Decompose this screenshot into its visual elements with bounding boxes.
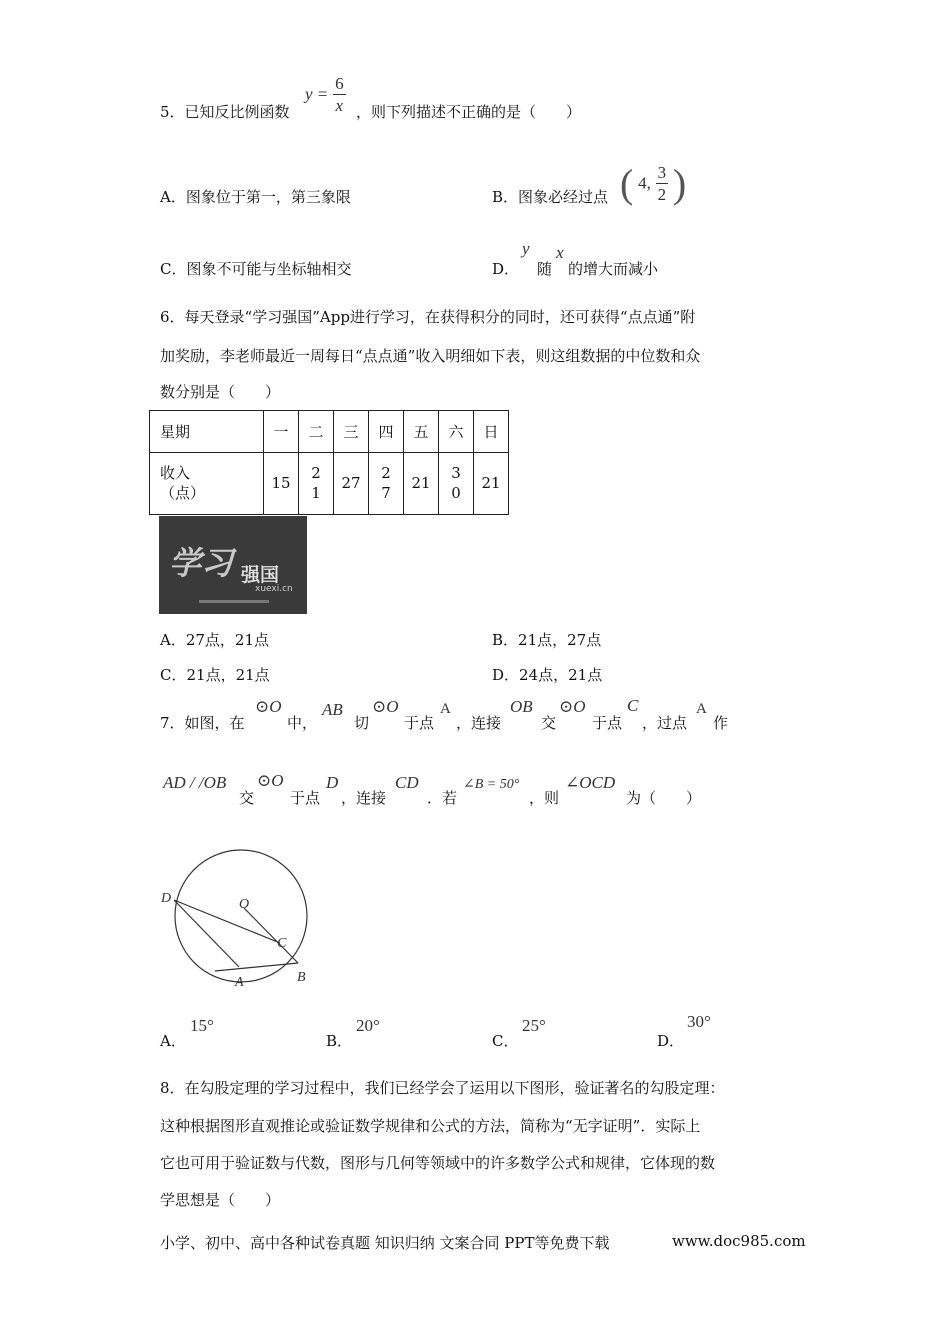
q6-option-a: A．27点，21点 — [160, 631, 270, 649]
q5-option-d-mid: 随 — [537, 260, 553, 278]
table-row — [150, 411, 509, 453]
q7-point-a: A — [696, 701, 707, 717]
q7-circle-o: ⊙O — [255, 697, 282, 716]
q7-geometry-figure — [155, 840, 325, 990]
table-header-income: 收入 （点） — [150, 453, 264, 515]
q7-line1-h: ，过点 — [642, 714, 688, 732]
logo-script-text: 学习 — [169, 544, 234, 582]
q5-point — [620, 160, 686, 207]
q5-option-a: A．图象位于第一，第三象限 — [160, 188, 351, 206]
segment-ob — [244, 908, 298, 963]
q5-option-b: B．图象必经过点 — [492, 188, 609, 206]
q8-line1: 8．在勾股定理的学习过程中，我们已经学会了运用以下图形，验证著名的勾股定理： — [160, 1079, 725, 1097]
q7-line1-b: 中， — [287, 714, 318, 732]
q5-option-d-x: x — [556, 243, 564, 262]
footer-text: 小学、初中、高中各种试卷真题 知识归纳 文案合同 PPT等免费下载 — [160, 1234, 610, 1252]
q7-option-c-letter: C． — [492, 1032, 519, 1050]
circle-o — [175, 850, 307, 982]
q7-angle-ocd: ∠OCD — [565, 773, 616, 792]
table-cell-value: 3 0 — [439, 453, 474, 515]
tangent-ab — [215, 963, 298, 971]
q7-ad-parallel-ob: AD / /OB — [163, 773, 227, 792]
q7-cd: CD — [395, 773, 419, 792]
segment-da — [174, 900, 239, 967]
table-cell-value: 21 — [474, 453, 509, 515]
q7-option-d-letter: D． — [657, 1032, 685, 1050]
q5-option-c: C．图象不可能与坐标轴相交 — [160, 260, 352, 278]
table-cell-day: 日 — [474, 411, 509, 453]
q7-angle-b: ∠B = 50° — [463, 777, 520, 792]
q7-option-b-letter: B． — [326, 1032, 353, 1050]
q6-option-d: D．24点，21点 — [492, 666, 603, 684]
q7-option-b-value: 20° — [356, 1016, 380, 1035]
label-a: A — [235, 975, 244, 990]
q7-circle-o: ⊙O — [257, 771, 284, 790]
q7-line2-d: ．若 — [427, 789, 458, 807]
q5-option-d-y: y — [522, 239, 530, 258]
q6-line3: 数分别是（ ） — [160, 383, 281, 401]
table-cell-day: 五 — [404, 411, 439, 453]
q7-ob: OB — [510, 697, 533, 716]
q7-line1-i: 作 — [713, 714, 729, 732]
q7-line2-e: ，则 — [529, 789, 560, 807]
q7-option-a-value: 15° — [190, 1016, 214, 1035]
q5-func-y: y = — [305, 84, 329, 104]
q5-option-d-suffix: 的增大而减小 — [568, 260, 659, 278]
q8-line4: 学思想是（ ） — [160, 1191, 281, 1209]
label-c: C — [277, 936, 287, 951]
table-cell-day: 三 — [334, 411, 369, 453]
q7-line1-c: 切 — [354, 714, 370, 732]
q7-line1-d: 于点 — [404, 714, 435, 732]
q7-line2-b: 于点 — [290, 789, 321, 807]
q7-option-d-value: 30° — [687, 1012, 711, 1031]
table-row — [150, 453, 509, 515]
q7-option-a-letter: A． — [160, 1032, 186, 1050]
q7-point-a: A — [440, 701, 451, 717]
xuexi-qiangguo-logo — [159, 516, 307, 614]
q6-option-c: C．21点，21点 — [160, 666, 270, 684]
table-cell-value: 2 1 — [299, 453, 334, 515]
q7-ab: AB — [322, 700, 343, 719]
q5-stem-b: ，则下列描述不正确的是（ ） — [356, 103, 582, 121]
table-cell-day: 六 — [439, 411, 474, 453]
table-header-weekday: 星期 — [150, 411, 264, 453]
right-paren: ) — [672, 161, 687, 206]
q5-point-fraction: $\frac{3}{2}$ — [657, 163, 667, 204]
label-b: B — [297, 970, 306, 985]
q7-point-d: D — [326, 773, 339, 792]
table-cell-day: 四 — [369, 411, 404, 453]
logo-url: xuexi.cn — [255, 584, 293, 594]
q7-line1-f: 交 — [541, 714, 557, 732]
label-d: D — [161, 891, 172, 906]
q5-function — [305, 75, 346, 114]
q5-point-x: 4, — [638, 173, 651, 193]
logo-tagline — [199, 600, 269, 603]
q7-circle-o: ⊙O — [559, 697, 586, 716]
q7-circle-o: ⊙O — [372, 697, 399, 716]
q7-point-c: C — [627, 696, 639, 715]
q5-option-d-prefix: D． — [492, 260, 520, 278]
q7-line2-a: 交 — [239, 789, 255, 807]
q5-stem-a: 5．已知反比例函数 — [160, 103, 290, 121]
q7-line1-g: 于点 — [592, 714, 623, 732]
q8-line3: 它也可用于验证数与代数，图形与几何等领域中的许多数学公式和规律，它体现的数 — [160, 1154, 716, 1172]
q7-line1-a: 7．如图，在 — [160, 714, 245, 732]
q6-line1: 6．每天登录“学习强国”App进行学习，在获得积分的同时，还可获得“点点通”附 — [160, 308, 696, 326]
table-cell-value: 27 — [334, 453, 369, 515]
q7-line2-f: 为（ ） — [626, 789, 702, 807]
table-cell-value: 21 — [404, 453, 439, 515]
q7-line1-e: ，连接 — [456, 714, 502, 732]
footer-url[interactable]: www.doc985.com — [672, 1232, 806, 1250]
label-o: O — [239, 897, 250, 912]
table-cell-value: 15 — [264, 453, 299, 515]
table-cell-value: 2 7 — [369, 453, 404, 515]
q7-option-c-value: 25° — [522, 1016, 546, 1035]
table-cell-day: 一 — [264, 411, 299, 453]
segment-dc — [174, 900, 280, 943]
q6-line2: 加奖励，李老师最近一周每日“点点通”收入明细如下表，则这组数据的中位数和众 — [160, 347, 701, 365]
q5-stem — [160, 101, 290, 122]
q8-line2: 这种根据图形直观推论或验证数学规律和公式的方法，简称为“无字证明”．实际上 — [160, 1117, 701, 1135]
q5-fraction: $\frac{6}{x}$ — [335, 74, 344, 115]
q7-line2-c: ，连接 — [341, 789, 387, 807]
logo-brand-text: 强国 — [241, 564, 280, 586]
left-paren: ( — [620, 161, 634, 206]
q6-option-b: B．21点，27点 — [492, 631, 602, 649]
income-table — [149, 410, 509, 515]
table-cell-day: 二 — [299, 411, 334, 453]
